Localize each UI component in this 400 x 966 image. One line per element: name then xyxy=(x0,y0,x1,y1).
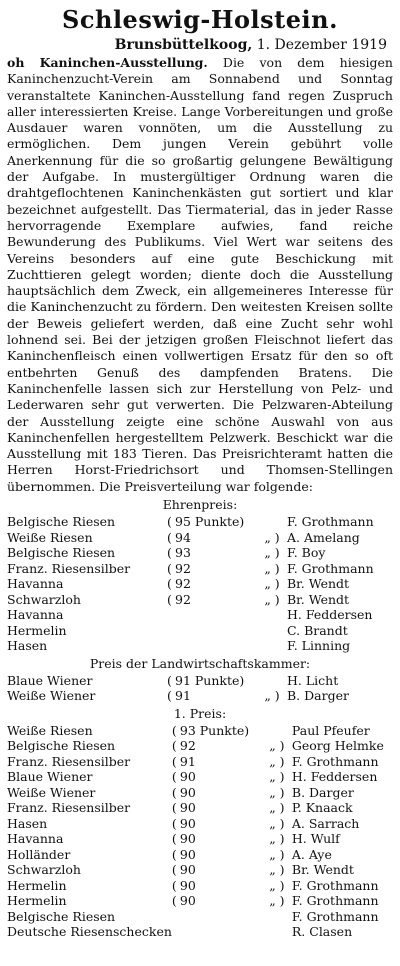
prize-row xyxy=(7,592,393,608)
prize-row xyxy=(7,831,393,847)
prize-open-paren: ( xyxy=(171,753,177,769)
prize-breed: Hermelin xyxy=(7,622,67,638)
prize-row xyxy=(7,561,393,577)
prize-breed: Deutsche Riesenschecken xyxy=(7,924,172,940)
prize-breed: Belgische Riesen xyxy=(7,514,116,530)
prize-breed: Belgische Riesen xyxy=(7,738,116,754)
prize-breed: Havanna xyxy=(7,576,64,592)
prize-points: 90 xyxy=(179,815,196,831)
prize-points: 90 xyxy=(179,769,196,785)
prize-winner: P. Knaack xyxy=(291,800,353,816)
prize-ditto xyxy=(257,623,287,639)
prize-winner: H. Wulf xyxy=(291,831,340,847)
dateline-date: 1. Dezember 1919 xyxy=(256,37,387,53)
prize-open-paren: ( xyxy=(167,560,172,576)
prize-row xyxy=(7,878,393,894)
prize-breed: Hermelin xyxy=(7,877,67,893)
prize-winner: F. Grothmann xyxy=(291,893,379,909)
prize-ditto: „ ) xyxy=(269,784,285,800)
prize-table xyxy=(7,514,393,654)
prize-row xyxy=(7,688,393,704)
prize-ditto: „ ) xyxy=(269,753,285,769)
prize-winner: Br. Wendt xyxy=(291,862,354,878)
prize-open-paren: ( xyxy=(171,738,177,754)
prize-open-paren: ( xyxy=(171,846,177,862)
prize-open-paren: ( xyxy=(167,545,172,561)
prize-row xyxy=(7,816,393,832)
prize-breed: Hasen xyxy=(7,638,48,654)
prize-open-paren xyxy=(167,638,175,654)
prize-breed: Franz. Riesensilber xyxy=(7,560,131,576)
prize-ditto: „ ) xyxy=(264,560,280,576)
prize-ditto xyxy=(262,909,292,925)
article-text: Die von dem hiesigen Kaninchenzucht-Verein am Sonnabend und Sonntag veranstaltete Kaninchen-Ausstellung fand regen Zuspruch aller interessierten Kreise. Lange Vorbereitungen und große Ausdauer waren vonnöten, um die Ausstellung zu ermöglichen. Dem jungen Verein gebührt volle Anerkennung für die so großartig gelungene Bewältigung der Aufgabe. In mustergültiger Ordnung waren die drahtgeflochtenen Kaninchenkästen gut sortiert und klar bezeichnet aufgestellt. Das Tiermaterial, das in jeder Rasse hervorragende Exemplare aufwies, fand reiche Bewunderung des Publikums. Viel Wert war seitens des Vereins besonders auf eine gute Beschickung mit Zuchttieren gelegt worden; diente doch die Ausstellung hauptsächlich dem Zweck, ein allgemeineres Interesse für die Kaninchenzucht zu fördern. Den weitesten Kreisen sollte der Beweis geliefert werden, daß eine Zucht sehr wohl lohnend sei. Bei der jetzigen großen Fleischnot liefert das Kaninchenfleisch einen vollwertigen Ersatz für den so oft entbehrten Genuß des dampfenden Bratens. Die Kaninchenfelle lassen sich zur Herstellung von Pelz- und Lederwaren sehr gut verwerten. Die Pelzwaren-Abteilung der Ausstellung zeigte eine schöne Auswahl von aus Kaninchenfellen hergestelltem Pelzwerk. Beschickt war die Ausstellung mit 183 Tieren. Das Preisrichteramt hatten die Herren Horst-Friedrichsort und Thomsen-Stellingen übernommen. Die Preisverteilung war folgende: xyxy=(7,55,393,494)
prize-points: 90 xyxy=(179,831,196,847)
article-runin: oh xyxy=(7,55,25,70)
prize-ditto xyxy=(257,638,287,654)
prize-ditto xyxy=(257,514,287,530)
article-body xyxy=(7,55,393,495)
prize-row xyxy=(7,530,393,546)
prize-row xyxy=(7,623,393,639)
prize-breed: Havanna xyxy=(7,831,64,847)
prize-breed: Weiße Wiener xyxy=(7,784,96,800)
prize-winner: F. Grothmann xyxy=(291,753,379,769)
prize-points xyxy=(175,638,257,654)
prize-points: 90 xyxy=(179,800,196,816)
prize-breed: Franz. Riesensilber xyxy=(7,753,131,769)
prize-winner: Br. Wendt xyxy=(287,576,350,592)
prize-points: 94 xyxy=(175,529,191,545)
prize-ditto: „ ) xyxy=(269,831,285,847)
prize-ditto: „ ) xyxy=(264,545,280,561)
prize-open-paren: ( xyxy=(167,591,172,607)
prize-row xyxy=(7,514,393,530)
prize-winner: A. Sarrach xyxy=(291,815,360,831)
prize-row xyxy=(7,893,393,909)
prize-open-paren xyxy=(172,924,180,940)
prize-winner: A. Aye xyxy=(291,846,332,862)
prize-row xyxy=(7,607,393,623)
prize-winner: F. Linning xyxy=(287,638,351,654)
prize-open-paren xyxy=(167,607,175,623)
dateline xyxy=(7,36,387,54)
prize-row xyxy=(7,638,393,654)
prize-ditto: „ ) xyxy=(264,591,280,607)
prize-breed: Blaue Wiener xyxy=(7,672,93,688)
prize-winner: H. Licht xyxy=(287,672,339,688)
prize-breed: Belgische Riesen xyxy=(7,908,116,924)
prize-row xyxy=(7,545,393,561)
prize-winner: B. Darger xyxy=(287,688,349,704)
prize-open-paren: ( xyxy=(171,815,177,831)
prize-points xyxy=(175,623,257,639)
prize-open-paren: ( xyxy=(167,576,172,592)
prize-breed: Belgische Riesen xyxy=(7,545,116,561)
prize-row xyxy=(7,576,393,592)
prize-ditto: „ ) xyxy=(269,769,285,785)
prize-winner: Paul Pfeufer xyxy=(291,722,370,738)
prize-breed: Schwarzloh xyxy=(7,862,81,878)
prize-ditto xyxy=(257,673,287,689)
prize-section-title: Ehrenpreis: xyxy=(162,497,238,513)
prize-breed: Holländer xyxy=(7,846,71,862)
prize-open-paren: ( xyxy=(171,893,177,909)
prize-ditto: „ ) xyxy=(269,815,285,831)
prize-points: 90 xyxy=(179,877,196,893)
prize-section-title: Preis der Landwirtschaftskammer: xyxy=(89,655,311,671)
prize-ditto: „ ) xyxy=(269,738,285,754)
prize-points: 95 Punkte) xyxy=(175,514,245,530)
prize-section-title: 1. Preis: xyxy=(173,705,227,721)
prize-winner: H. Feddersen xyxy=(287,607,373,623)
prize-open-paren: ( xyxy=(171,769,177,785)
prize-winner: F. Grothmann xyxy=(291,908,379,924)
prize-ditto: „ ) xyxy=(269,800,285,816)
prize-ditto: „ ) xyxy=(264,576,280,592)
prize-points: 90 xyxy=(179,862,196,878)
prize-breed: Hasen xyxy=(7,815,48,831)
dateline-place: Brunsbüttelkoog, xyxy=(114,37,253,53)
prize-points: 91 xyxy=(175,688,191,704)
prize-points: 90 xyxy=(179,846,196,862)
prize-ditto xyxy=(262,723,292,739)
prize-points: 93 Punkte) xyxy=(179,722,250,738)
prize-points: 93 xyxy=(175,545,191,561)
prize-winner: F. Boy xyxy=(287,545,326,561)
prize-ditto xyxy=(262,924,292,940)
prize-row xyxy=(7,738,393,754)
prize-row xyxy=(7,723,393,739)
prize-points xyxy=(180,924,262,940)
prize-open-paren: ( xyxy=(167,688,172,704)
prize-points: 91 Punkte) xyxy=(175,672,245,688)
prize-row xyxy=(7,924,393,940)
prize-ditto: „ ) xyxy=(269,846,285,862)
prize-ditto xyxy=(257,607,287,623)
prize-ditto: „ ) xyxy=(264,688,280,704)
prize-points: 92 xyxy=(175,576,191,592)
prize-open-paren: ( xyxy=(167,672,172,688)
prize-row xyxy=(7,785,393,801)
prize-breed: Weiße Riesen xyxy=(7,529,93,545)
prize-row xyxy=(7,769,393,785)
prize-breed: Franz. Riesensilber xyxy=(7,800,131,816)
headline: Schleswig-Holstein. xyxy=(62,5,338,34)
article-topic: Kaninchen-Ausstellung. xyxy=(39,55,208,70)
prize-open-paren xyxy=(172,909,180,925)
prize-row xyxy=(7,909,393,925)
prize-breed: Weiße Riesen xyxy=(7,722,93,738)
prize-row xyxy=(7,862,393,878)
prize-breed: Havanna xyxy=(7,607,64,623)
prize-winner: A. Amelang xyxy=(287,529,360,545)
prize-breed: Schwarzloh xyxy=(7,591,81,607)
prize-points xyxy=(180,909,262,925)
prize-breed: Weiße Wiener xyxy=(7,688,96,704)
prize-row xyxy=(7,673,393,689)
prize-ditto: „ ) xyxy=(264,529,280,545)
prize-open-paren: ( xyxy=(171,831,177,847)
prize-winner: F. Grothmann xyxy=(287,514,374,530)
prize-row xyxy=(7,847,393,863)
prize-winner: Georg Helmke xyxy=(291,738,384,754)
prize-winner: F. Grothmann xyxy=(291,877,379,893)
prize-breed: Hermelin xyxy=(7,893,67,909)
prize-row xyxy=(7,754,393,770)
prize-points xyxy=(175,607,257,623)
prize-open-paren: ( xyxy=(171,800,177,816)
prize-points: 91 xyxy=(179,753,196,769)
prize-ditto: „ ) xyxy=(269,877,285,893)
prize-open-paren: ( xyxy=(171,784,177,800)
prize-ditto: „ ) xyxy=(269,862,285,878)
prize-row xyxy=(7,800,393,816)
prize-open-paren: ( xyxy=(167,529,172,545)
prize-table xyxy=(7,723,393,940)
prize-points: 90 xyxy=(179,893,196,909)
prize-open-paren: ( xyxy=(167,514,172,530)
prize-winner: H. Feddersen xyxy=(291,769,378,785)
prize-open-paren: ( xyxy=(171,722,177,738)
prize-ditto: „ ) xyxy=(269,893,285,909)
prize-open-paren xyxy=(167,623,175,639)
prize-points: 92 xyxy=(175,591,191,607)
prize-winner: R. Clasen xyxy=(291,924,353,940)
prize-points: 92 xyxy=(179,738,196,754)
prize-winner: B. Darger xyxy=(291,784,354,800)
prize-winner: Br. Wendt xyxy=(287,591,350,607)
prize-list xyxy=(7,497,393,940)
prize-open-paren: ( xyxy=(171,877,177,893)
prize-winner: C. Brandt xyxy=(287,622,348,638)
prize-points: 90 xyxy=(179,784,196,800)
prize-points: 92 xyxy=(175,560,191,576)
prize-winner: F. Grothmann xyxy=(287,560,374,576)
prize-breed: Blaue Wiener xyxy=(7,769,93,785)
prize-open-paren: ( xyxy=(171,862,177,878)
prize-table xyxy=(7,673,393,704)
